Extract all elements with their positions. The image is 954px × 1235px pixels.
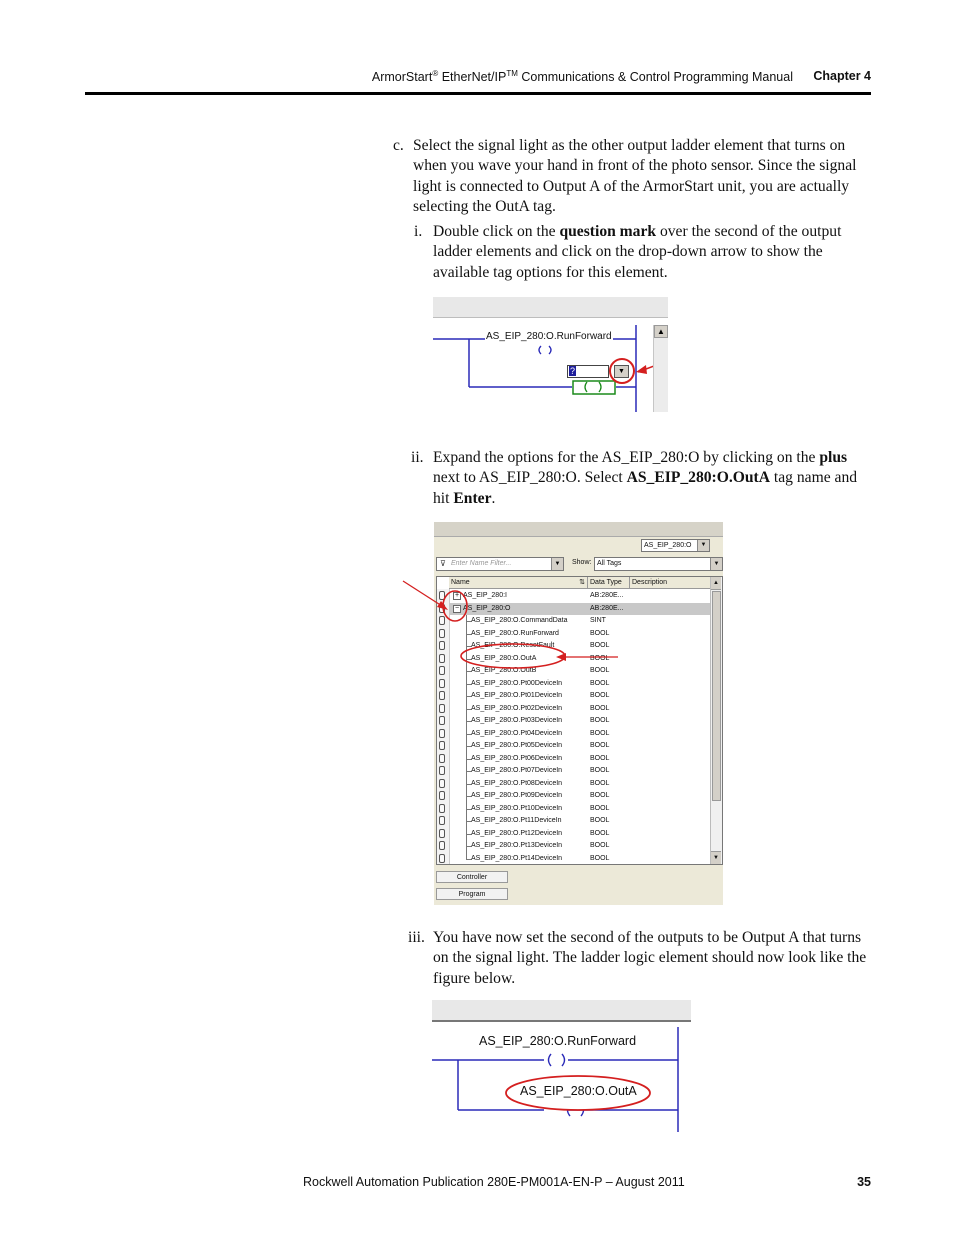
scroll-down-button[interactable]: ▼ bbox=[711, 851, 721, 864]
tag-icon bbox=[439, 754, 445, 763]
coil-tag-label: AS_EIP_280:O.OutA bbox=[520, 1084, 637, 1098]
tree-trunk-line bbox=[466, 615, 467, 859]
tab-controller[interactable]: Controller bbox=[436, 871, 508, 883]
show-filter-select[interactable] bbox=[594, 557, 723, 571]
vertical-scrollbar[interactable] bbox=[653, 325, 668, 412]
table-row[interactable] bbox=[449, 740, 713, 753]
tag-icon bbox=[439, 741, 445, 750]
column-header-data-type[interactable] bbox=[588, 577, 630, 589]
tag-data-type: BOOL bbox=[590, 854, 610, 862]
tag-name: AS_EIP_280:O.Pt00DeviceIn bbox=[471, 679, 563, 687]
table-row[interactable] bbox=[449, 690, 713, 703]
tag-name: AS_EIP_280:O.Pt05DeviceIn bbox=[471, 742, 563, 749]
filter-placeholder: Enter Name Filter... bbox=[451, 560, 512, 567]
callout-arrow bbox=[403, 581, 442, 606]
tag-icon bbox=[439, 654, 445, 663]
scroll-up-button[interactable]: ▲ bbox=[654, 325, 668, 338]
sort-icon: ⇅ bbox=[579, 579, 585, 586]
step-marker: ii. bbox=[411, 449, 424, 466]
table-row[interactable] bbox=[449, 853, 713, 866]
chapter-label: Chapter 4 bbox=[813, 69, 871, 83]
tag-name: AS_EIP_280:O.Pt14DeviceIn bbox=[471, 854, 563, 862]
registered-mark: ® bbox=[432, 69, 439, 78]
tag-data-type: BOOL bbox=[590, 767, 610, 774]
tag-icon bbox=[439, 829, 445, 838]
scope-value: AS_EIP_280:O bbox=[644, 542, 692, 549]
ladder-rung-svg bbox=[432, 1000, 691, 1132]
tag-data-type: BOOL bbox=[590, 654, 610, 662]
header-rule bbox=[85, 92, 871, 95]
tag-name: AS_EIP_280:O.ResetFault bbox=[471, 642, 555, 649]
tag-data-type: BOOL bbox=[590, 742, 610, 749]
tag-data-type: BOOL bbox=[590, 729, 610, 737]
tag-name: AS_EIP_280:O.OutA bbox=[471, 654, 537, 662]
tag-name: AS_EIP_280:I bbox=[463, 592, 507, 599]
step-c bbox=[393, 136, 873, 217]
chevron-down-icon[interactable]: ▼ bbox=[697, 540, 709, 551]
step-text: next to AS_EIP_280:O. Select bbox=[433, 469, 627, 487]
tag-icon bbox=[439, 729, 445, 738]
scroll-up-button[interactable]: ▲ bbox=[711, 577, 721, 590]
table-row[interactable] bbox=[449, 715, 713, 728]
tag-name: AS_EIP_280:O.Pt13DeviceIn bbox=[471, 842, 563, 849]
step-i bbox=[414, 222, 873, 283]
arrowhead-icon bbox=[636, 365, 647, 374]
coil-tag-label: AS_EIP_280:O.RunForward bbox=[479, 1034, 637, 1048]
table-row[interactable] bbox=[449, 665, 713, 678]
tag-list-grid bbox=[436, 576, 723, 865]
show-value: All Tags bbox=[597, 560, 622, 567]
figure-tag-dropdown bbox=[433, 297, 668, 412]
table-row[interactable] bbox=[449, 840, 713, 853]
tag-data-type: BOOL bbox=[590, 792, 610, 799]
table-row[interactable] bbox=[449, 765, 713, 778]
tag-data-type: BOOL bbox=[590, 642, 610, 649]
table-row[interactable] bbox=[449, 803, 713, 816]
tag-data-type: AB:280E... bbox=[590, 592, 624, 599]
brand-name: ArmorStart bbox=[371, 70, 433, 85]
table-row[interactable] bbox=[449, 628, 713, 641]
tag-name: AS_EIP_280:O.Pt09DeviceIn bbox=[471, 792, 563, 799]
arrowhead-icon bbox=[437, 601, 448, 610]
tag-data-type: BOOL bbox=[590, 667, 610, 674]
show-label: Show: bbox=[572, 559, 592, 566]
vertical-scrollbar[interactable] bbox=[710, 577, 722, 864]
tag-name-input[interactable] bbox=[567, 365, 609, 378]
tag-name: AS_EIP_280:O.RunForward bbox=[471, 629, 559, 637]
tag-data-type: BOOL bbox=[590, 717, 610, 724]
product-name: EtherNet/IP bbox=[438, 70, 507, 85]
table-row[interactable] bbox=[449, 640, 713, 653]
tag-name: AS_EIP_280:O.CommandData bbox=[471, 617, 568, 624]
scope-select[interactable] bbox=[641, 539, 710, 552]
table-row[interactable] bbox=[449, 653, 713, 666]
tag-name: AS_EIP_280:O.Pt02DeviceIn bbox=[471, 704, 563, 712]
running-header bbox=[0, 66, 871, 88]
callout-arrow-outer bbox=[400, 578, 460, 618]
column-header-label: Name bbox=[451, 579, 470, 586]
tag-icon bbox=[439, 704, 445, 713]
tag-data-type: BOOL bbox=[590, 629, 610, 637]
step-marker: c. bbox=[393, 137, 404, 154]
tag-icon bbox=[439, 679, 445, 688]
table-row[interactable] bbox=[449, 790, 713, 803]
column-header-description[interactable] bbox=[630, 577, 713, 589]
step-marker: iii. bbox=[408, 929, 425, 946]
tag-name: AS_EIP_280:O.Pt12DeviceIn bbox=[471, 829, 563, 837]
table-row[interactable] bbox=[449, 828, 713, 841]
emphasis: plus bbox=[819, 449, 848, 466]
table-row[interactable] bbox=[449, 615, 713, 628]
table-row[interactable] bbox=[449, 703, 713, 716]
tag-data-type: BOOL bbox=[590, 704, 610, 712]
tag-icon bbox=[439, 804, 445, 813]
coil-gap bbox=[572, 381, 616, 395]
step-text: You have now set the second of the outputs to be Output A that turns on the signal light. The ladder logic element should now look like the figure below. bbox=[433, 929, 867, 987]
tag-data-type: BOOL bbox=[590, 754, 610, 762]
title-rest: Communications & Control Programming Manual bbox=[517, 70, 793, 85]
tag-icon bbox=[439, 666, 445, 675]
scroll-thumb[interactable] bbox=[712, 591, 721, 801]
name-filter-input[interactable] bbox=[436, 557, 564, 571]
step-text: Select the signal light as the other output ladder element that turns on when you wave your hand in front of the photo sensor. Since the signal light is connected to Output A of the ArmorStart unit, you are actually selecting the OutA tag. bbox=[413, 137, 857, 215]
publication-footer: Rockwell Automation Publication 280E-PM001A-EN-P – August 2011 bbox=[303, 1175, 685, 1189]
dropdown-arrow-button[interactable]: ▼ bbox=[614, 365, 629, 378]
tag-icon bbox=[439, 779, 445, 788]
table-row[interactable] bbox=[449, 728, 713, 741]
column-header-label: Data Type bbox=[590, 579, 622, 586]
collapse-icon[interactable]: − bbox=[454, 604, 460, 612]
column-header-label: Description bbox=[632, 579, 668, 586]
tag-data-type: AB:280E... bbox=[590, 604, 624, 612]
table-row[interactable] bbox=[449, 815, 713, 828]
emphasis: question mark bbox=[559, 223, 657, 240]
chevron-down-icon[interactable]: ▼ bbox=[551, 558, 563, 570]
tab-program[interactable]: Program bbox=[436, 888, 508, 900]
step-iii bbox=[408, 928, 873, 989]
step-text: Expand the options for the AS_EIP_280:O by clicking on the bbox=[433, 449, 820, 466]
figure-tag-browser bbox=[434, 522, 723, 905]
tag-icon bbox=[439, 854, 445, 863]
tag-icon bbox=[439, 641, 445, 650]
step-text: Double click on the bbox=[433, 223, 560, 240]
tag-icon bbox=[439, 716, 445, 725]
column-header-name[interactable] bbox=[449, 577, 588, 589]
emphasis: AS_EIP_280:O.OutA bbox=[626, 469, 771, 487]
tag-input-value: ? bbox=[570, 366, 576, 376]
tag-name: AS_EIP_280:O bbox=[463, 604, 511, 612]
step-marker: i. bbox=[414, 223, 423, 240]
step-ii bbox=[411, 448, 873, 509]
tag-data-type: BOOL bbox=[590, 817, 610, 824]
manual-title bbox=[372, 69, 793, 84]
tag-name: AS_EIP_280:O.Pt11DeviceIn bbox=[471, 817, 562, 824]
tag-data-type: BOOL bbox=[590, 679, 610, 687]
step-text: tag name and hit bbox=[433, 469, 858, 507]
browser-toolbar bbox=[434, 522, 723, 537]
trademark: TM bbox=[506, 69, 518, 78]
tag-data-type: BOOL bbox=[590, 804, 610, 812]
page-number: 35 bbox=[857, 1175, 871, 1189]
tag-data-type: SINT bbox=[590, 617, 606, 624]
tag-name: AS_EIP_280:O.Pt10DeviceIn bbox=[471, 804, 563, 812]
ladder-rung-svg bbox=[433, 297, 668, 412]
figure-result-ladder bbox=[432, 1000, 691, 1132]
step-text: . bbox=[491, 489, 496, 507]
table-row[interactable] bbox=[449, 678, 713, 691]
tag-icon bbox=[439, 841, 445, 850]
tag-name: AS_EIP_280:O.Pt06DeviceIn bbox=[471, 754, 563, 762]
tag-data-type: BOOL bbox=[590, 829, 610, 837]
tag-icon bbox=[439, 816, 445, 825]
tag-icon bbox=[439, 691, 445, 700]
tag-name: AS_EIP_280:O.OutB bbox=[471, 667, 537, 674]
table-row[interactable] bbox=[449, 603, 713, 616]
tag-name: AS_EIP_280:O.Pt07DeviceIn bbox=[471, 767, 563, 774]
tag-name: AS_EIP_280:O.Pt04DeviceIn bbox=[471, 729, 563, 737]
table-row[interactable] bbox=[449, 778, 713, 791]
tag-data-type: BOOL bbox=[590, 692, 610, 699]
tag-icon bbox=[439, 629, 445, 638]
coil-tag-label: AS_EIP_280:O.RunForward bbox=[486, 331, 612, 342]
tag-data-type: BOOL bbox=[590, 779, 610, 787]
tag-name: AS_EIP_280:O.Pt01DeviceIn bbox=[471, 692, 563, 699]
step-text: over the second of the output ladder elements and click on the drop-down arrow to show the available tag options for this element. bbox=[433, 223, 842, 281]
tag-icon bbox=[439, 791, 445, 800]
tag-icon bbox=[439, 766, 445, 775]
table-row[interactable] bbox=[449, 590, 713, 603]
chevron-down-icon[interactable]: ▼ bbox=[710, 558, 722, 570]
filter-icon: ⊽ bbox=[440, 559, 446, 568]
tag-name: AS_EIP_280:O.Pt08DeviceIn bbox=[471, 779, 563, 787]
emphasis: Enter bbox=[453, 489, 492, 507]
expand-icon[interactable]: + bbox=[454, 592, 460, 599]
tag-name: AS_EIP_280:O.Pt03DeviceIn bbox=[471, 717, 563, 724]
table-row[interactable] bbox=[449, 753, 713, 766]
tag-data-type: BOOL bbox=[590, 842, 610, 849]
